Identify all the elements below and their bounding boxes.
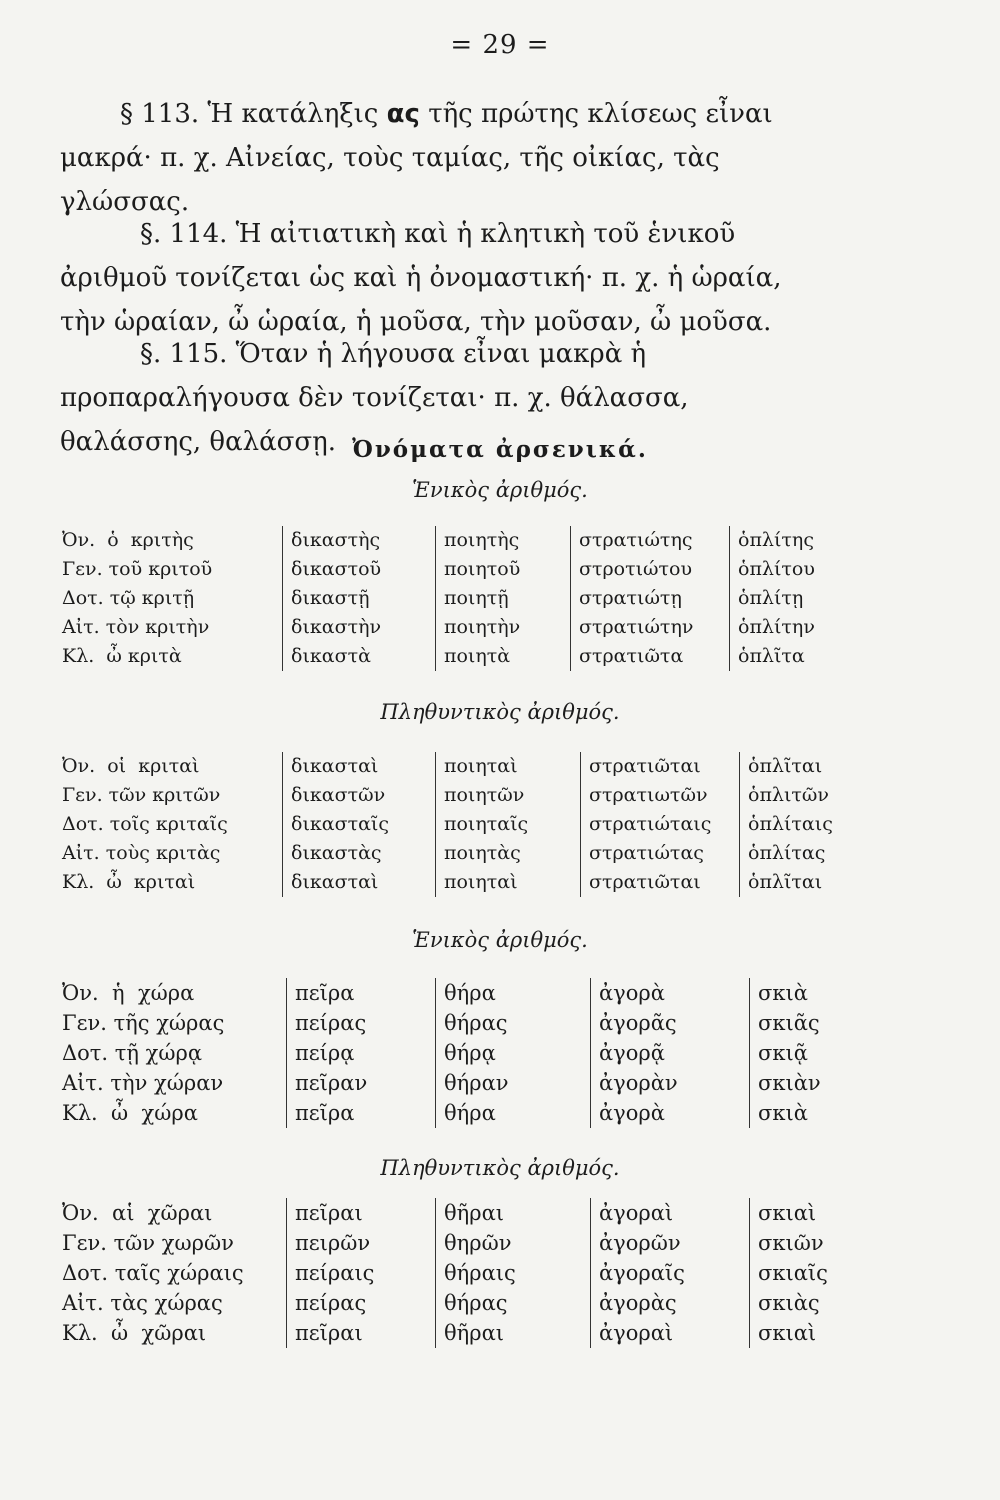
form-cell: δικαστὴν: [283, 613, 436, 642]
table-row: [62, 781, 858, 810]
form-cell: ἀγοραὶ: [591, 1318, 750, 1348]
form-cell: πείρας: [287, 1288, 436, 1318]
page-number: = 29 =: [450, 30, 550, 60]
declension-table-3: [62, 978, 868, 1128]
form-cell: στρατιῶτα: [571, 642, 730, 671]
form-cell: ὁπλῖται: [740, 752, 859, 781]
form-cell: πεῖρα: [287, 1098, 436, 1128]
table-row: [62, 526, 848, 555]
form-cell: ἀγορὰ: [591, 1098, 750, 1128]
form-cell: ποιητοῦ: [436, 555, 571, 584]
form-cell: ποιητὰ: [436, 642, 571, 671]
case-cell: Αἰτ. τὰς χώρας: [62, 1291, 223, 1315]
form-cell: θήρας: [436, 1288, 591, 1318]
form-cell: σκιᾷ: [750, 1038, 869, 1068]
form-cell: πεῖραι: [287, 1318, 436, 1348]
form-cell: ὁπλίτῃ: [730, 584, 849, 613]
declension-table-1: [62, 526, 848, 671]
table-row: [62, 1198, 868, 1228]
case-cell: Δοτ. ταῖς χώραις: [62, 1261, 244, 1285]
form-cell: σκιαὶ: [750, 1318, 869, 1348]
form-cell: ποιητὴς: [436, 526, 571, 555]
case-cell: Αἰτ. τὴν χώραν: [62, 1071, 224, 1095]
table-row: [62, 613, 848, 642]
case-cell: Ὀν. αἱ χῶραι: [62, 1201, 213, 1225]
form-cell: ποιητὴν: [436, 613, 571, 642]
table-row: [62, 1228, 868, 1258]
form-cell: ποιητὰς: [436, 839, 581, 868]
form-cell: ἀγορὰς: [591, 1288, 750, 1318]
form-cell: ἀγορῶν: [591, 1228, 750, 1258]
form-cell: στροτιώτου: [571, 555, 730, 584]
table-row: [62, 839, 858, 868]
form-cell: ποιηταὶ: [436, 752, 581, 781]
case-cell: Γεν. τῆς χώρας: [62, 1011, 225, 1035]
table-row: [62, 868, 858, 897]
form-cell: πειρῶν: [287, 1228, 436, 1258]
form-cell: ὁπλίτου: [730, 555, 849, 584]
form-cell: ἀγοραὶ: [591, 1198, 750, 1228]
table-row: [62, 1098, 868, 1128]
table-row: [62, 584, 848, 613]
form-cell: θήρα: [436, 1098, 591, 1128]
case-cell: Κλ. ὦ κριταὶ: [62, 871, 196, 893]
form-cell: πείρᾳ: [287, 1038, 436, 1068]
case-cell: Ὀν. ἡ χώρα: [62, 981, 195, 1005]
form-cell: ὁπλίτην: [730, 613, 849, 642]
table-row: [62, 810, 858, 839]
form-cell: ἀγορὰ: [591, 978, 750, 1008]
form-cell: σκιαὶ: [750, 1198, 869, 1228]
form-cell: θήραν: [436, 1068, 591, 1098]
form-cell: ποιητῇ: [436, 584, 571, 613]
case-cell: Ὀν. ὁ κριτὴς: [62, 529, 194, 551]
declension-table-4: [62, 1198, 868, 1348]
table-row: [62, 1258, 868, 1288]
form-cell: ἀγορὰν: [591, 1068, 750, 1098]
table-row: [62, 978, 868, 1008]
form-cell: στρατιῶται: [581, 752, 740, 781]
form-cell: ποιηταὶ: [436, 868, 581, 897]
table-row: [62, 1008, 868, 1038]
case-cell: Κλ. ὦ χώρα: [62, 1101, 198, 1125]
form-cell: σκιὰς: [750, 1288, 869, 1318]
case-cell: Αἰτ. τοὺς κριτὰς: [62, 842, 221, 864]
form-cell: ὁπλῖτα: [730, 642, 849, 671]
table-row: [62, 1068, 868, 1098]
form-cell: δικασταὶ: [283, 752, 436, 781]
table-row: [62, 1038, 868, 1068]
form-cell: σκιῶν: [750, 1228, 869, 1258]
form-cell: σκιὰ: [750, 1098, 869, 1128]
case-cell: Κλ. ὦ κριτὰ: [62, 645, 182, 667]
form-cell: θήρᾳ: [436, 1038, 591, 1068]
case-cell: Κλ. ὦ χῶραι: [62, 1321, 207, 1345]
section-title: Ὀνόματα ἀρσενικά.: [352, 436, 648, 463]
form-cell: ποιηταῖς: [436, 810, 581, 839]
form-cell: στρατιώτῃ: [571, 584, 730, 613]
case-cell: Γεν. τῶν κριτῶν: [62, 784, 221, 806]
form-cell: στρατιώταις: [581, 810, 740, 839]
table-1-title: Ἑνικὸς ἀριθμός.: [412, 478, 588, 502]
case-cell: Δοτ. τοῖς κριταῖς: [62, 813, 228, 835]
form-cell: ἀγορᾷ: [591, 1038, 750, 1068]
form-cell: δικαστὰς: [283, 839, 436, 868]
case-cell: Γεν. τοῦ κριτοῦ: [62, 558, 213, 580]
form-cell: δικασταὶ: [283, 868, 436, 897]
table-row: [62, 1318, 868, 1348]
form-cell: σκιὰ: [750, 978, 869, 1008]
form-cell: στρατιώτης: [571, 526, 730, 555]
table-3-title: Ἑνικὸς ἀριθμός.: [412, 928, 588, 952]
table-row: [62, 752, 858, 781]
form-cell: στρατιωτῶν: [581, 781, 740, 810]
form-cell: στρατιῶται: [581, 868, 740, 897]
form-cell: δικαστὴς: [283, 526, 436, 555]
table-2-title: Πληθυντικὸς ἀριθμός.: [380, 700, 620, 724]
form-cell: θήρας: [436, 1008, 591, 1038]
paragraph-114: §. 114. Ἡ αἰτιατικὴ καὶ ἡ κλητικὴ τοῦ ἑνικοῦ ἀριθμοῦ τονίζεται ὡς καὶ ἡ ὀνομαστική· π. χ. ἡ ὡραία, τὴν ὡραίαν, ὦ ὡραία, ἡ μοῦσα, τὴν μοῦσαν, ὦ μοῦσα.: [60, 219, 782, 337]
form-cell: ποιητῶν: [436, 781, 581, 810]
paragraph-115: §. 115. Ὅταν ἡ λήγουσα εἶναι μακρὰ ἡ προπαραλήγουσα δὲν τονίζεται· π. χ. θάλασσα, θαλάσσης, θαλάσσῃ.: [60, 339, 689, 457]
form-cell: στρατιώτην: [571, 613, 730, 642]
paragraph-113-text: τῆς πρώτης κλίσεως εἶναι μακρά· π. χ. Αἰνείας, τοὺς ταμίας, τῆς οἰκίας, τὰς γλώσσας.: [60, 99, 773, 217]
paragraph-113-mark: § 113. Ἡ κατάληξις: [120, 99, 379, 129]
form-cell: στρατιώτας: [581, 839, 740, 868]
form-cell: πείρας: [287, 1008, 436, 1038]
table-row: [62, 642, 848, 671]
form-cell: πεῖρα: [287, 978, 436, 1008]
case-cell: Γεν. τῶν χωρῶν: [62, 1231, 234, 1255]
case-cell: Δοτ. τῷ κριτῇ: [62, 587, 195, 609]
form-cell: ὁπλιτῶν: [740, 781, 859, 810]
table-4-title: Πληθυντικὸς ἀριθμός.: [380, 1156, 620, 1180]
form-cell: θῆραι: [436, 1318, 591, 1348]
form-cell: ὁπλίταις: [740, 810, 859, 839]
case-cell: Δοτ. τῇ χώρᾳ: [62, 1041, 203, 1065]
form-cell: δικαστοῦ: [283, 555, 436, 584]
form-cell: ἀγοραῖς: [591, 1258, 750, 1288]
form-cell: θήραις: [436, 1258, 591, 1288]
form-cell: δικαστῇ: [283, 584, 436, 613]
case-cell: Ὀν. οἱ κριταὶ: [62, 755, 200, 777]
form-cell: θήρα: [436, 978, 591, 1008]
form-cell: δικαστὰ: [283, 642, 436, 671]
table-row: [62, 1288, 868, 1318]
form-cell: ὁπλίτας: [740, 839, 859, 868]
form-cell: θηρῶν: [436, 1228, 591, 1258]
form-cell: πεῖραι: [287, 1198, 436, 1228]
form-cell: θῆραι: [436, 1198, 591, 1228]
paragraph-113: [60, 92, 820, 224]
form-cell: πείραις: [287, 1258, 436, 1288]
case-cell: Αἰτ. τὸν κριτὴν: [62, 616, 210, 638]
form-cell: πεῖραν: [287, 1068, 436, 1098]
form-cell: ὁπλῖται: [740, 868, 859, 897]
form-cell: σκιὰν: [750, 1068, 869, 1098]
form-cell: ἀγορᾶς: [591, 1008, 750, 1038]
form-cell: δικαστῶν: [283, 781, 436, 810]
form-cell: σκιαῖς: [750, 1258, 869, 1288]
paragraph-113-ending: ας: [386, 99, 420, 129]
form-cell: σκιᾶς: [750, 1008, 869, 1038]
form-cell: ὁπλίτης: [730, 526, 849, 555]
table-row: [62, 555, 848, 584]
declension-table-2: [62, 752, 858, 897]
form-cell: δικασταῖς: [283, 810, 436, 839]
